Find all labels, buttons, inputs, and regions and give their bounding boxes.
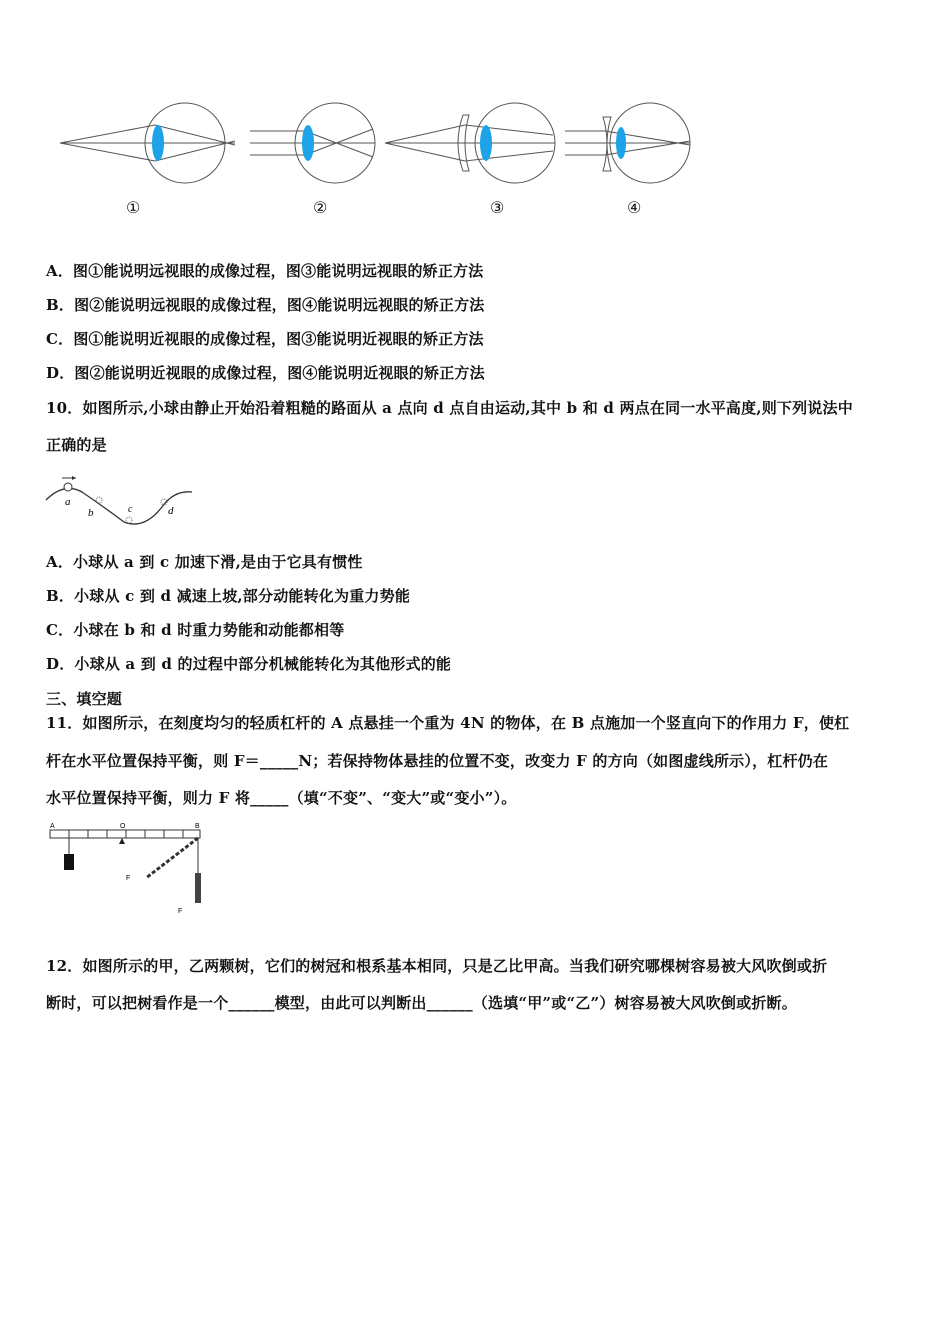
eye-diagrams-figure bbox=[55, 95, 705, 195]
q10-option-a: A．小球从 a 到 c 加速下滑,是由于它具有惯性 bbox=[46, 553, 363, 571]
q10-label-d: d bbox=[168, 505, 174, 517]
q10-label-c: c bbox=[128, 504, 133, 515]
section-title: 三、填空题 bbox=[46, 690, 123, 708]
q10-option-b: B．小球从 c 到 d 减速上坡,部分动能转化为重力势能 bbox=[46, 587, 411, 605]
q9-option-c: C．图①能说明近视眼的成像过程，图③能说明近视眼的矫正方法 bbox=[46, 330, 484, 348]
eye-figure-label-2: ② bbox=[313, 198, 328, 217]
q11-label-a: A bbox=[50, 823, 55, 830]
q11-label-f-vertical: F bbox=[178, 908, 183, 915]
q10-label-b: b bbox=[88, 507, 94, 519]
q11-label-b: B bbox=[195, 823, 200, 830]
q10-label-a: a bbox=[65, 496, 71, 508]
eye-figure-label-4: ④ bbox=[627, 198, 642, 217]
q11-line2: 杆在水平位置保持平衡，则 F＝_____N；若保持物体悬挂的位置不变，改变力 F 的方向（如图虚线所示），杠杆仍在 bbox=[46, 752, 829, 770]
q12-line2: 断时，可以把树看作是一个______模型，由此可以判断出______（选填“甲”或“乙”）树容易被大风吹倒或折断。 bbox=[46, 994, 797, 1012]
q9-option-a: A．图①能说明远视眼的成像过程，图③能说明远视眼的矫正方法 bbox=[46, 262, 484, 280]
q12-line1: 12．如图所示的甲，乙两颗树，它们的树冠和根系基本相同，只是乙比甲高。当我们研究哪棵树容易被大风吹倒或折 bbox=[46, 957, 828, 975]
eye-figure-label-1: ① bbox=[126, 198, 141, 217]
q11-lever-figure bbox=[46, 818, 216, 923]
q9-option-b: B．图②能说明远视眼的成像过程，图④能说明远视眼的矫正方法 bbox=[46, 296, 485, 314]
q11-line1: 11．如图所示，在刻度均匀的轻质杠杆的 A 点悬挂一个重为 4N 的物体，在 B 点施加一个竖直向下的作用力 F，使杠 bbox=[46, 714, 850, 732]
q11-label-f-oblique: F bbox=[126, 875, 131, 882]
q11-line3: 水平位置保持平衡，则力 F 将_____（填“不变”、“变大”或“变小”）。 bbox=[46, 789, 517, 807]
q10-option-d: D．小球从 a 到 d 的过程中部分机械能转化为其他形式的能 bbox=[46, 655, 452, 673]
q10-stem-line1: 10．如图所示,小球由静止开始沿着粗糙的路面从 a 点向 d 点自由运动,其中 b 和 d 两点在同一水平高度,则下列说法中 bbox=[46, 399, 853, 417]
q11-label-o: O bbox=[120, 823, 126, 830]
q10-track-figure bbox=[44, 472, 194, 527]
q9-option-d: D．图②能说明近视眼的成像过程，图④能说明近视眼的矫正方法 bbox=[46, 364, 485, 382]
q10-option-c: C．小球在 b 和 d 时重力势能和动能都相等 bbox=[46, 621, 345, 639]
eye-figure-label-3: ③ bbox=[490, 198, 505, 217]
q10-stem-line2: 正确的是 bbox=[46, 436, 107, 454]
